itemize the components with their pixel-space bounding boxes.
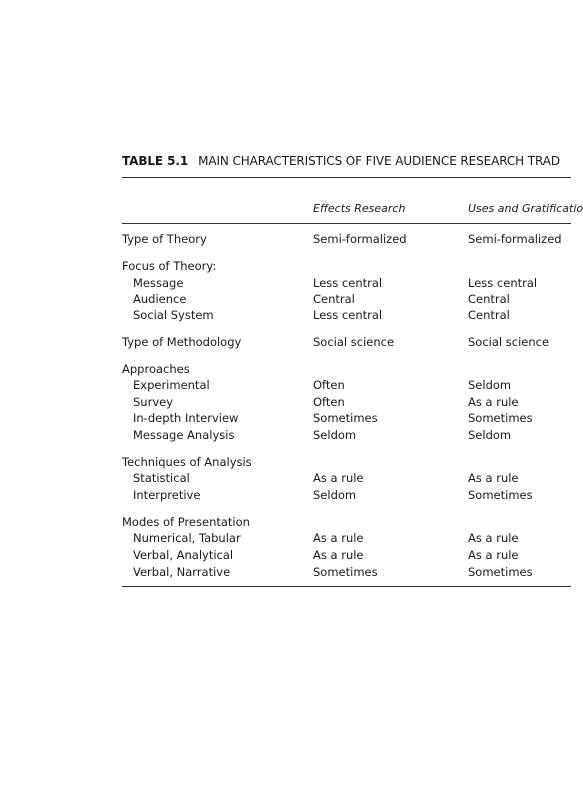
cell-uses-and-gratifications: Seldom xyxy=(468,428,512,442)
table-subrow xyxy=(0,275,571,291)
row-label: Type of Methodology xyxy=(122,335,242,349)
row-label: Survey xyxy=(133,395,174,409)
cell-effects-research: Seldom xyxy=(313,428,357,442)
row-label: Modes of Presentation xyxy=(122,515,250,529)
row-label: Numerical, Tabular xyxy=(133,531,241,545)
cell-uses-and-gratifications: Sometimes xyxy=(468,565,533,579)
table-subrow xyxy=(0,470,571,486)
cell-effects-research: As a rule xyxy=(313,548,364,562)
row-label: Type of Theory xyxy=(122,232,207,246)
cell-uses-and-gratifications: As a rule xyxy=(468,548,519,562)
cell-effects-research: Central xyxy=(313,292,355,306)
row-label: Experimental xyxy=(133,378,210,392)
cell-uses-and-gratifications: As a rule xyxy=(468,471,519,485)
table-subrow xyxy=(0,394,571,410)
row-label: Social System xyxy=(133,308,214,322)
table-row xyxy=(0,361,571,377)
cell-uses-and-gratifications: Central xyxy=(468,308,510,322)
cell-effects-research: Less central xyxy=(313,308,383,322)
table-subrow xyxy=(0,564,571,580)
row-label: Verbal, Narrative xyxy=(133,565,231,579)
table-row xyxy=(0,258,571,274)
row-label: Approaches xyxy=(122,362,190,376)
column-header-uses-and-gratifications: Uses and Gratificatio xyxy=(468,202,583,215)
top-rule xyxy=(122,177,571,178)
cell-uses-and-gratifications: As a rule xyxy=(468,531,519,545)
table-subrow xyxy=(0,291,571,307)
cell-effects-research: Semi-formalized xyxy=(313,232,407,246)
cell-effects-research: As a rule xyxy=(313,531,364,545)
row-label: Techniques of Analysis xyxy=(122,455,252,469)
table-caption: MAIN CHARACTERISTICS OF FIVE AUDIENCE RESEARCH TRAD xyxy=(198,154,561,168)
bottom-rule xyxy=(122,586,571,587)
row-label: Statistical xyxy=(133,471,190,485)
table-row xyxy=(0,231,571,247)
table-subrow xyxy=(0,307,571,323)
row-label: Message Analysis xyxy=(133,428,235,442)
cell-uses-and-gratifications: Semi-formalized xyxy=(468,232,562,246)
row-label: Interpretive xyxy=(133,488,201,502)
cell-uses-and-gratifications: Seldom xyxy=(468,378,512,392)
cell-uses-and-gratifications: Less central xyxy=(468,276,538,290)
table-subrow xyxy=(0,427,571,443)
row-label: Audience xyxy=(133,292,187,306)
table-row xyxy=(0,334,571,350)
cell-uses-and-gratifications: Sometimes xyxy=(468,411,533,425)
row-label: Message xyxy=(133,276,184,290)
table-subrow xyxy=(0,410,571,426)
table-subrow xyxy=(0,547,571,563)
cell-effects-research: Often xyxy=(313,395,345,409)
table-row xyxy=(0,514,571,530)
cell-uses-and-gratifications: As a rule xyxy=(468,395,519,409)
cell-effects-research: Sometimes xyxy=(313,565,378,579)
column-header-effects-research: Effects Research xyxy=(313,202,406,215)
table-label: TABLE 5.1 xyxy=(122,154,189,168)
table-subrow xyxy=(0,377,571,393)
cell-effects-research: Social science xyxy=(313,335,395,349)
cell-effects-research: Less central xyxy=(313,276,383,290)
table-subrow xyxy=(0,530,571,546)
header-rule xyxy=(122,223,571,224)
table-subrow xyxy=(0,487,571,503)
cell-effects-research: Sometimes xyxy=(313,411,378,425)
row-label: Verbal, Analytical xyxy=(133,548,234,562)
table-row xyxy=(0,454,571,470)
table-title xyxy=(122,153,560,169)
row-label: Focus of Theory: xyxy=(122,259,217,273)
cell-uses-and-gratifications: Central xyxy=(468,292,510,306)
row-label: In-depth Interview xyxy=(133,411,239,425)
cell-uses-and-gratifications: Sometimes xyxy=(468,488,533,502)
cell-effects-research: As a rule xyxy=(313,471,364,485)
cell-effects-research: Often xyxy=(313,378,345,392)
cell-effects-research: Seldom xyxy=(313,488,357,502)
cell-uses-and-gratifications: Social science xyxy=(468,335,550,349)
